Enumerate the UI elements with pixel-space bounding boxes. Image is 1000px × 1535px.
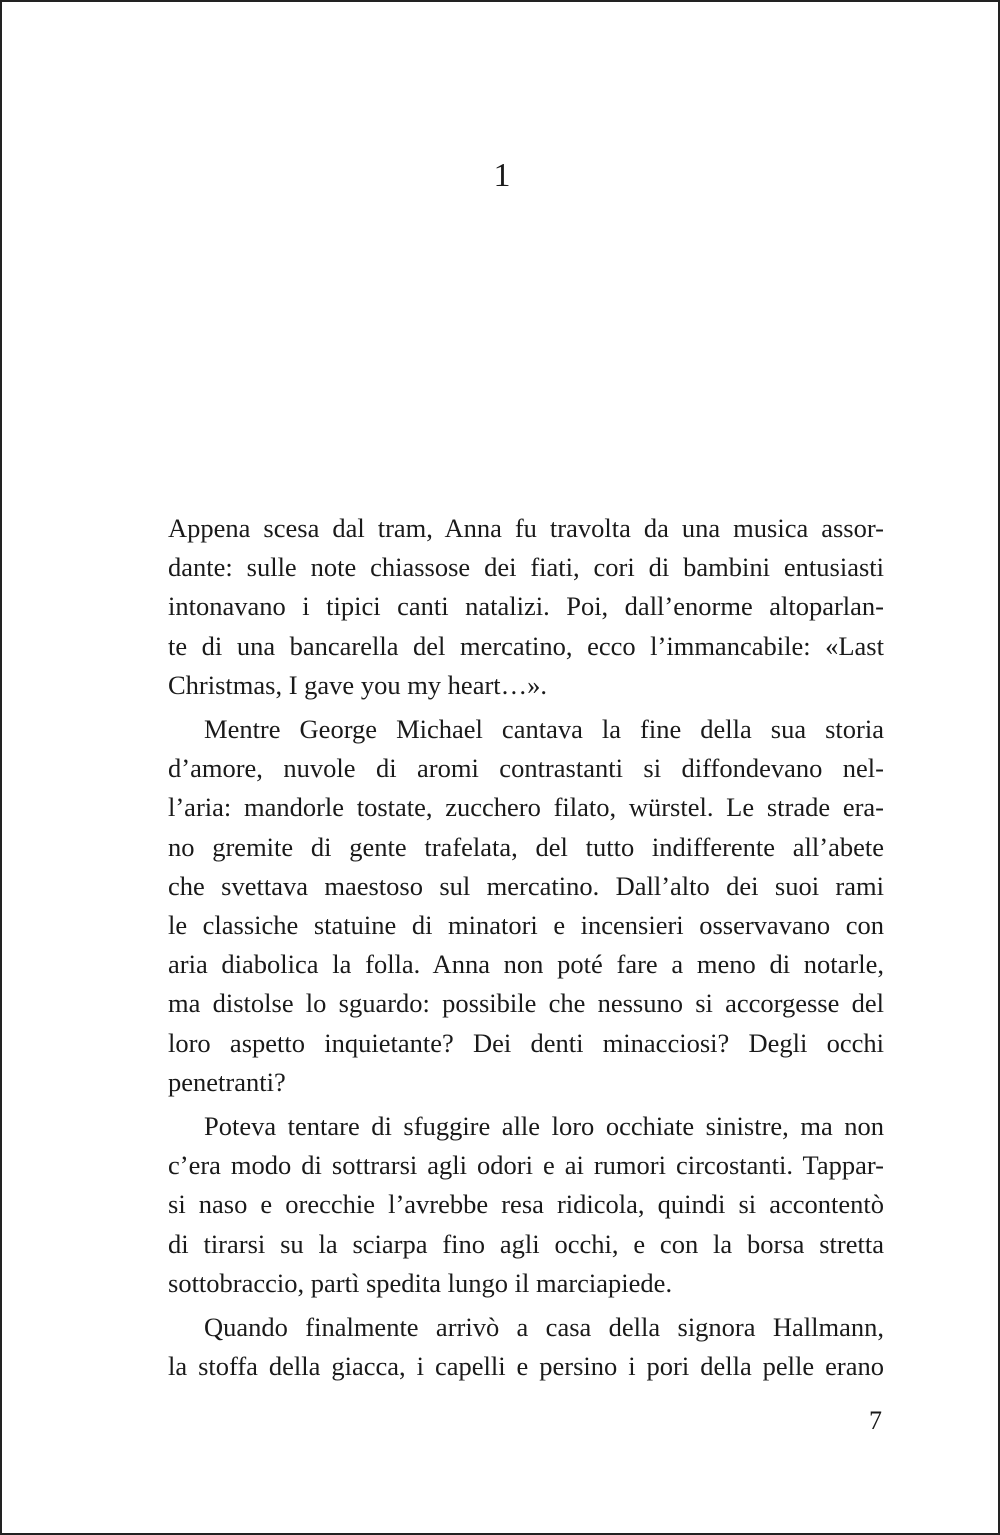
- text-line: no gremite di gente trafelata, del tutto indifferente all’abete: [168, 831, 884, 862]
- paragraph: [168, 1308, 884, 1386]
- text-line: le classiche statuine di minatori e incensieri osservavano con: [168, 910, 884, 941]
- text-line: sottobraccio, partì spedita lungo il marciapiede.: [168, 1267, 673, 1298]
- paragraph: [168, 710, 884, 1102]
- body-text: [168, 509, 884, 1391]
- text-line: dante: sulle note chiassose dei fiati, cori di bambini entusiasti: [168, 552, 884, 583]
- text-line: ma distolse lo sguardo: possibile che nessuno si accorgesse del: [168, 988, 884, 1019]
- text-line: te di una bancarella del mercatino, ecco l’immancabile: «Last: [168, 630, 884, 661]
- text-line: la stoffa della giacca, i capelli e persino i pori della pelle erano: [168, 1351, 884, 1382]
- text-line: Appena scesa dal tram, Anna fu travolta da una musica assor-: [168, 513, 884, 543]
- paragraph: [168, 1107, 884, 1303]
- text-line: aria diabolica la folla. Anna non poté fare a meno di notarle,: [168, 949, 884, 980]
- text-line: d’amore, nuvole di aromi contrastanti si diffondevano nel-: [168, 753, 884, 784]
- text-line: l’aria: mandorle tostate, zucchero filato, würstel. Le strade era-: [168, 792, 884, 823]
- text-line: c’era modo di sottrarsi agli odori e ai rumori circostanti. Tappar-: [168, 1150, 884, 1181]
- text-line: loro aspetto inquietante? Dei denti minacciosi? Degli occhi: [168, 1027, 884, 1058]
- text-line: Christmas, I gave you my heart…».: [168, 669, 548, 700]
- text-line: Mentre George Michael cantava la fine della sua storia: [204, 714, 884, 745]
- text-line: penetranti?: [168, 1066, 286, 1097]
- text-line: Poteva tentare di sfuggire alle loro occhiate sinistre, ma non: [204, 1111, 884, 1142]
- chapter-number: 1: [493, 157, 511, 194]
- text-line: che svettava maestoso sul mercatino. Dall’alto dei suoi rami: [168, 870, 884, 901]
- text-line: si naso e orecchie l’avrebbe resa ridicola, quindi si accontentò: [168, 1189, 884, 1220]
- text-line: intonavano i tipici canti natalizi. Poi, dall’enorme altoparlan-: [168, 591, 884, 622]
- page-number: 7: [869, 1406, 882, 1435]
- text-line: di tirarsi su la sciarpa fino agli occhi, e con la borsa stretta: [168, 1228, 884, 1259]
- text-line: Quando finalmente arrivò a casa della signora Hallmann,: [204, 1312, 884, 1343]
- paragraph: [168, 509, 884, 705]
